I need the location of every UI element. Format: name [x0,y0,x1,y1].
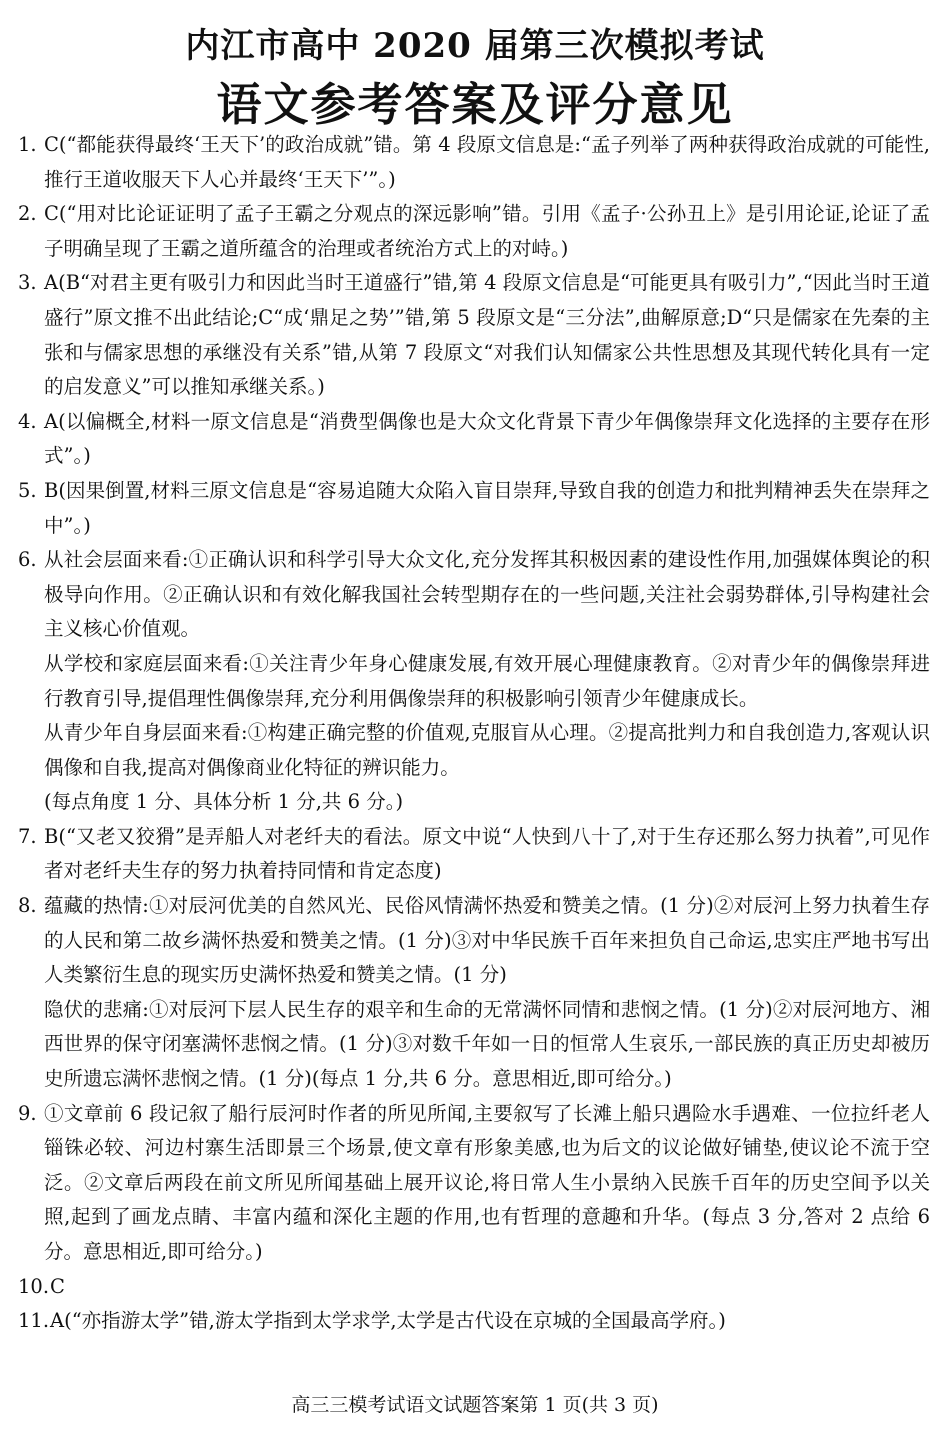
answer-number: 9. [18,1101,37,1125]
answer-paragraph: 从社会层面来看:①正确认识和科学引导大众文化,充分发挥其积极因素的建设性作用,加强媒体舆论的积极导向作用。②正确认识和有效化解我国社会转型期存在的一些问题,关注社会弱势群体,引导构建社会主义核心价值观。 [44,548,930,641]
answer-paragraph: 从学校和家庭层面来看:①关注青少年身心健康发展,有效开展心理健康教育。②对青少年的偶像崇拜进行教育引导,提倡理性偶像崇拜,充分利用偶像崇拜的积极影响引领青少年健康成长。 [44,651,930,710]
answer-text: A(以偏概全,材料一原文信息是“消费型偶像也是大众文化背景下青少年偶像崇拜文化选择的主要存在形式”。) [44,409,930,468]
answer-number: 2. [18,202,37,226]
answer-number: 11. [18,1309,50,1333]
answer-number: 8. [18,894,37,918]
answer-item [18,474,930,543]
answer-number: 5. [18,478,37,502]
answer-text: B(“又老又狡猾”是弄船人对老纤夫的看法。原文中说“人快到八十了,对于生存还那么努力执着”,可见作者对老纤夫生存的努力执着持同情和肯定态度) [44,824,930,883]
answer-text: C [50,1274,65,1298]
answer-text: A(B“对君主更有吸引力和因此当时王道盛行”错,第 4 段原文信息是“可能更具有吸引力”,“因此当时王道盛行”原文推不出此结论;C“成‘鼎足之势’”错,第 5 段原文是“三分法”,曲解原意;D“只是儒家在先秦的主张和与儒家思想的承继没有关系”错,从第 7 段原文“对我们认知儒家公共性思想及其现代转化具有一定的启发意义”可以推知承继关系。) [44,271,930,399]
answer-item [18,197,930,266]
answer-number: 6. [18,548,37,572]
answer-item [18,889,930,1097]
page-footer: 高三三模考试语文试题答案第 1 页(共 3 页) [291,1394,659,1416]
answer-number: 7. [18,824,37,848]
answer-item [18,1304,930,1339]
answer-item [18,1270,930,1305]
answer-paragraph: 隐伏的悲痛:①对辰河下层人民生存的艰辛和生命的无常满怀同情和悲悯之情。(1 分)②对辰河地方、湘西世界的保守闭塞满怀悲悯之情。(1 分)③对数千年如一日的恒常人生哀乐,一部民族的真正历史却被历史所遗忘满怀悲悯之情。(1 分)(每点 1 分,共 6 分。意思相近,即可给分。) [44,997,930,1091]
answer-item [18,820,930,889]
answer-text: C(“都能获得最终‘王天下’的政治成就”错。第 4 段原文信息是:“孟子列举了两种获得政治成就的可能性,推行王道收服天下人心并最终‘王天下’”。) [44,133,930,191]
answer-text: B(因果倒置,材料三原文信息是“容易追随大众陷入盲目崇拜,导致自我的创造力和批判精神丢失在崇拜之中”。) [44,478,930,537]
answer-paragraph: 蕴藏的热情:①对辰河优美的自然风光、民俗风情满怀热爱和赞美之情。(1 分)②对辰河上努力执着生存的人民和第二故乡满怀热爱和赞美之情。(1 分)③对中华民族千百年来担负自己命运,忠实庄严地书写出人类繁衍生息的现实历史满怀热爱和赞美之情。(1 分) [44,894,930,987]
scoring-note: (每点角度 1 分、具体分析 1 分,共 6 分。) [44,790,404,814]
answer-item [18,128,930,197]
answer-number: 4. [18,409,37,433]
answer-paragraph: 从青少年自身层面来看:①构建正确完整的价值观,克服盲从心理。②提高批判力和自我创造力,客观认识偶像和自我,提高对偶像商业化特征的辨识能力。 [44,721,930,779]
answer-text: A(“亦指游太学”错,游太学指到太学求学,太学是古代设在京城的全国最高学府。) [50,1309,726,1333]
answer-list [18,128,930,1339]
answer-key-title: 语文参考答案及评分意见 [216,78,734,131]
answer-text: C(“用对比论证证明了孟子王霸之分观点的深远影响”错。引用《孟子·公孙丑上》是引用论证,论证了孟子明确呈现了王霸之道所蕴含的治理或者统治方式上的对峙。) [44,202,930,260]
exam-title: 内江市高中 2020 届第三次模拟考试 [185,26,765,66]
answer-text: ①文章前 6 段记叙了船行辰河时作者的所见所闻,主要叙写了长滩上船只遇险水手遇难、一位拉纤老人锱铢必较、河边村寨生活即景三个场景,使文章有形象美感,也为后文的议论做好铺垫,使议论不流于空泛。②文章后两段在前文所见所闻基础上展开议论,将日常人生小景纳入民族千百年的历史空间予以关照,起到了画龙点睛、丰富内蕴和深化主题的作用,也有哲理的意趣和升华。(每点 3 分,答对 2 点给 6 分。意思相近,即可给分。) [44,1101,930,1263]
answer-item [18,1097,930,1270]
answer-number: 3. [18,271,37,295]
answer-number: 10. [18,1274,50,1298]
answer-item [18,266,930,404]
answer-item [18,405,930,474]
answer-number: 1. [18,133,37,156]
answer-item [18,543,930,820]
